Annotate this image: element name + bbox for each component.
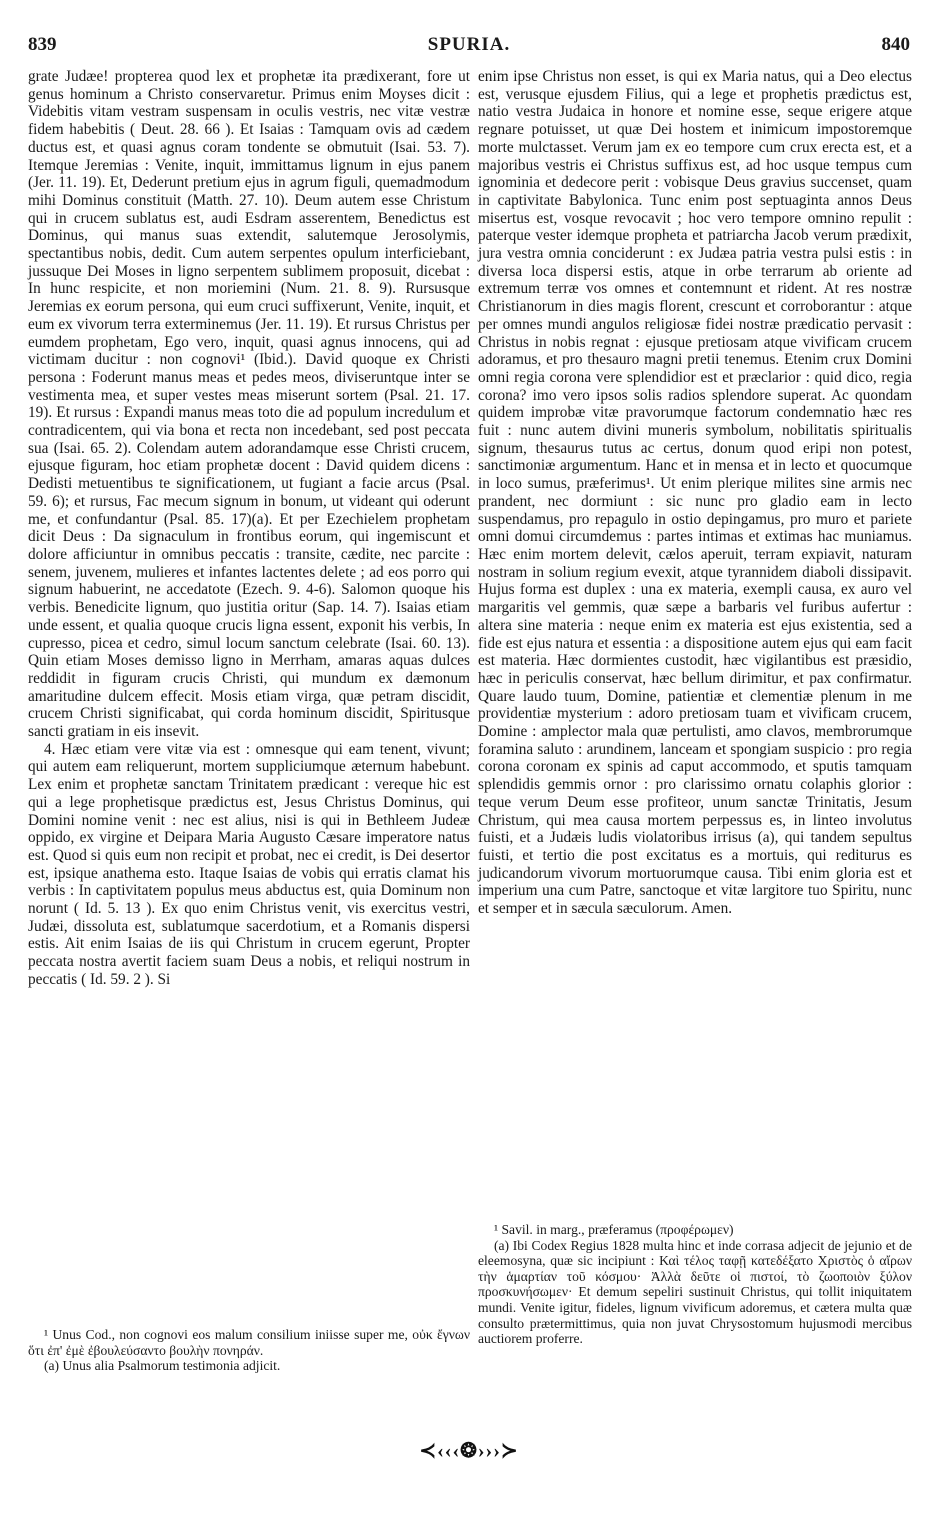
footnote-left-1: ¹ Unus Cod., non cognovi eos malum consilium iniisse super me, οὐκ ἔγνων ὅτι ἐπ' ἐμὲ ἐβουλεύσαντο βουλὴν πονηράν. — [28, 1327, 470, 1358]
page-number-left: 839 — [28, 34, 57, 55]
right-footnotes — [478, 1222, 912, 1347]
page-header — [28, 34, 910, 62]
left-paragraph-2: 4. Hæc etiam vere vitæ via est : omnesque qui eam tenent, vivunt; qui autem eam reliquerunt, mortem suppliciumque æternum habebunt. Lex enim et prophetæ sanctam Trinitatem prædicant : vereque hic est qui a lege prophetisque prædictus est, Jesus Christus Dominus, qui Domini nomine venit : nec est alius, nisi is qui in Bethleem Judeæ oppido, ex virgine et Deipara Maria Augusto Cæsare imperatore natus est. Quod si quis eum non recipit et probat, nec ei credit, is Dei desertor est, ipsique anathema esto. Itaque Isaias de vobis qui erratis clamat his verbis : In captivitatem populus meus abductus est, quia Dominum non norunt ( Id. 5. 13 ). Ex quo enim Christus venit, vis exercitus vestri, Judæi, dissoluta est, sublatumque sacerdotium, et a Romanis dispersi estis. Ait enim Isaias de iis qui Christum in crucem egerunt, Propter peccata nostra avertit faciem suam Deus a nobis, et reliqui nostrum in peccatis ( Id. 59. 2 ). Si — [28, 740, 470, 988]
left-footnotes — [28, 1327, 470, 1374]
page-number-right: 840 — [881, 34, 910, 55]
running-title: SPURIA. — [427, 34, 511, 55]
right-paragraph-1: enim ipse Christus non esset, is qui ex Maria natus, qui a Deo electus est, verusque ejusdem Filius, qui a lege et prophetis prædictus est, natio vestra Judaica in honore et nomine esse, seque erigere atque regnare potuisset, ut quæ Dei hostem et inimicum impostoremque morte mulctasset. Verum jam ex eo tempore cum crux erecta est, et a majoribus vestris ei Christus suffixus est, ad hoc usque tempus cum ignominia et dedecore perit : vobisque Deus gravius succenset, quam in captivitate Babylonica. Tunc enim post septuaginta annos Deus misertus est, vosque revocavit ; hoc vero tempore omnino repulit : paterque vester idemque propheta et patriarcha Jacob verum prædixit, jura vestra omnia conciderunt : ex Judæa patria vestra pulsi estis : in diversa loca dispersi estis, atque in orbe terrarum ab oriente ad extremum terræ vos omnes et contemnunt et rident. At res nostræ Christianorum in dies magis florent, crescunt et corroborantur : atque per omnes mundi angulos religiosæ fidei nostræ prædicatio pervasit : Christus in nobis regnat : ejusque pretiosam atque vivificam crucem adoramus, et pro thesauro magni pretii tenemus. Etenim crux Domini omni regia corona vere splendidior est et præclarior : quid dico, regia corona? imo vero ipsos solis radios splendore superat. Ac quondam quidem improbæ vitæ pravorumque factorum condemnatio hæc res fuit : nunc autem divini muneris symbolum, nobilitatis spiritualis signum, thesaurus tutus ac certus, donum quod eripi non potest, sanctimoniæ argumentum. Hanc et in mensa et in lecto et quocumque in loco sumus, præferimus¹. Ut enim plerique milites sine armis nec prandent, nec dormiunt : sic nunc pro gladio eam in lecto suspendamus, pro repagulo in ostio depingamus, pro muro et pariete omni domui circumdemus : partes intimas et extimas hac muniamus. Hæc enim mortem delevit, cælos aperuit, terram expiavit, naturam nostram in solium regium evexit, atque tyrannidem diaboli dissipavit. Hujus forma est duplex : una ex materia, exempli causa, ex auro vel margaritis vel gemmis, quæ sæpe a barbaris vel furibus aufertur : altera sine materia : neque enim ex materia est ejus existentia, sed a fide est ejus natura et essentia : a dispositione autem ejus qui eam facit est materia. Hæc dormientes custodit, hæc vigilantibus est præsidio, hæc in periculis conservat, hæc bellum dirimitur, et pax confirmatur. Quare laudo tuum, Domine, patientiæ et clementiæ plenum in me providentiæ mysterium : adoro pretiosam tuam et vivificam crucem, Domine : amplector mala quæ pertulisti, amo clavos, membrorumque foramina saluto : arundinem, lanceam et spongiam suspicio : pro regia corona coronam ex spinis ad caput accommodo, et sputis tamquam splendidis gemmis ornor : pro clarissimo ornatu colaphis glorior : teque verum Deum esse profiteor, unum sanctæ Trinitatis, Jesum Christum, qui mea causa mortem perpessus es, in linteo involutus fuisti, et a Judæis ludis violatoribus irrisus (a), qui tandem sepultus fuisti, et tertio die post excitatus es a mortuis, qui rediturus es judicandorum vivorum mortuorumque causa. Tibi enim gloria est et imperium una cum Patre, sanctoque et vitæ largitore tuo Spiritu, nunc et semper et in sæcula sæculorum. Amen. — [478, 68, 912, 918]
end-ornament: ≺‹‹‹❂›››≻ — [419, 1440, 519, 1462]
footnote-right-a: (a) Ibi Codex Regius 1828 multa hinc et inde corrasa adjecit de jejunio et de eleemosyna, quæ sic incipiunt : Καὶ τέλος ταφῇ κατεδέξατο Χριστὸς ὁ αἴρων τὴν ἁμαρτίαν τοῦ κόσμου· Ἀλλὰ δεῦτε οἱ πιστοί, τὸ ζωοποιὸν ξύλον προσκυνήσωμεν· Et demum sepeliri sustinuit Christus, qui tollit iniquitatem mundi. Venite igitur, fideles, lignum vivificum adoremus, et cætera multa quæ consulto prætermittimus, quia non juvat Chrysostomum hujusmodi mercibus auctiorem proferre. — [478, 1237, 912, 1347]
right-column — [478, 68, 912, 918]
footnote-left-a: (a) Unus alia Psalmorum testimonia adjicit. — [44, 1358, 281, 1374]
footnote-right-1: ¹ Savil. in marg., præferamus (προφέρωμεν) — [494, 1222, 734, 1237]
left-paragraph-1: grate Judæe! propterea quod lex et prophetæ ita prædixerant, fore ut genus hominum a Christo conservaretur. Primus enim Moyses dicit : Videbitis vitam vestram suspensam in oculis vestris, nec vitæ vestræ fidem habebitis ( Deut. 28. 66 ). Et Isaias : Tamquam ovis ad cædem ductus est, et quasi agnus coram tondente se obmutuit (Isai. 53. 7). Itemque Jeremias : Venite, inquit, immittamus lignum in ejus panem (Jer. 11. 19). Et, Dederunt pretium ejus in agrum figuli, quemadmodum mihi Dominus constituit (Matth. 27. 10). Deum autem esse Christum qui in crucem sublatus est, audi Esdram asserentem, Benedictus est Dominus, qui manus suas extendit, salutemque Jerosolymis, spectantibus nobis, dedit. Cum autem serpentes opulum interficiebant, jussuque Dei Moses in ligno serpentem sublimem proposuit, dicebat : In hunc respicite, et non moriemini (Num. 21. 8. 9). Rursusque Jeremias ex eorum persona, qui eum cruci suffixerunt, Venite, inquit, et eum ex vivorum terra exterminemus (Jer. 11. 19). Et rursus Christus per eumdem prophetam, Ego vero, inquit, quasi agnus innocens, qui ad victimam ducitur : non cognovi¹ (Ibid.). David quoque ex Christi persona : Foderunt manus meas et pedes meos, diviseruntque inter se vestimenta mea, et super vestes meas miserunt sortem (Psal. 21. 17. 19). Et rursus : Expandi manus meas toto die ad populum incredulum et contradicentem, qui via bona et recta non incedebant, sed post peccata sua (Isai. 65. 2). Colendam autem adorandamque esse Christi crucem, ejusque figuram, hoc etiam prophetæ docent : David quidem dicens : Dedisti metuentibus te significationem, ut fugiant a facie arcus (Psal. 59. 6); et rursus, Fac mecum signum in bonum, ut videant qui oderunt me, et confundantur (Psal. 85. 17)(a). Et per Ezechielem prophetam dicit Deus : Da signaculum in frontibus eorum, qui ingemiscunt et dolore afficiuntur in omnibus peccatis : transite, cædite, nec parcite : senem, juvenem, mulieres et infantes lactentes delete ; ad eos porro qui signum habuerint, ne accedatote (Ezech. 9. 4-6). Salomon quoque his verbis. Benedicite lignum, quo justitia oritur (Sap. 14. 7). Isaias etiam unde essent, et qualia quoque crucis ligna essent, exponit his verbis, In cupresso, picea et cedro, simul locum sanctum celebrate (Isai. 60. 13). Quin etiam Moses demisso ligno in Merrham, amaras aquas dulces reddidit in figuram crucis Christi, qui mundum ex dæmonum amaritudine dulcem effecit. Mosis etiam virga, quæ petram discidit, crucem Christi significabat, qui corda hominum discidit, Spiritusque sancti gratiam in eis insevit. — [28, 68, 470, 741]
left-column — [28, 68, 470, 989]
